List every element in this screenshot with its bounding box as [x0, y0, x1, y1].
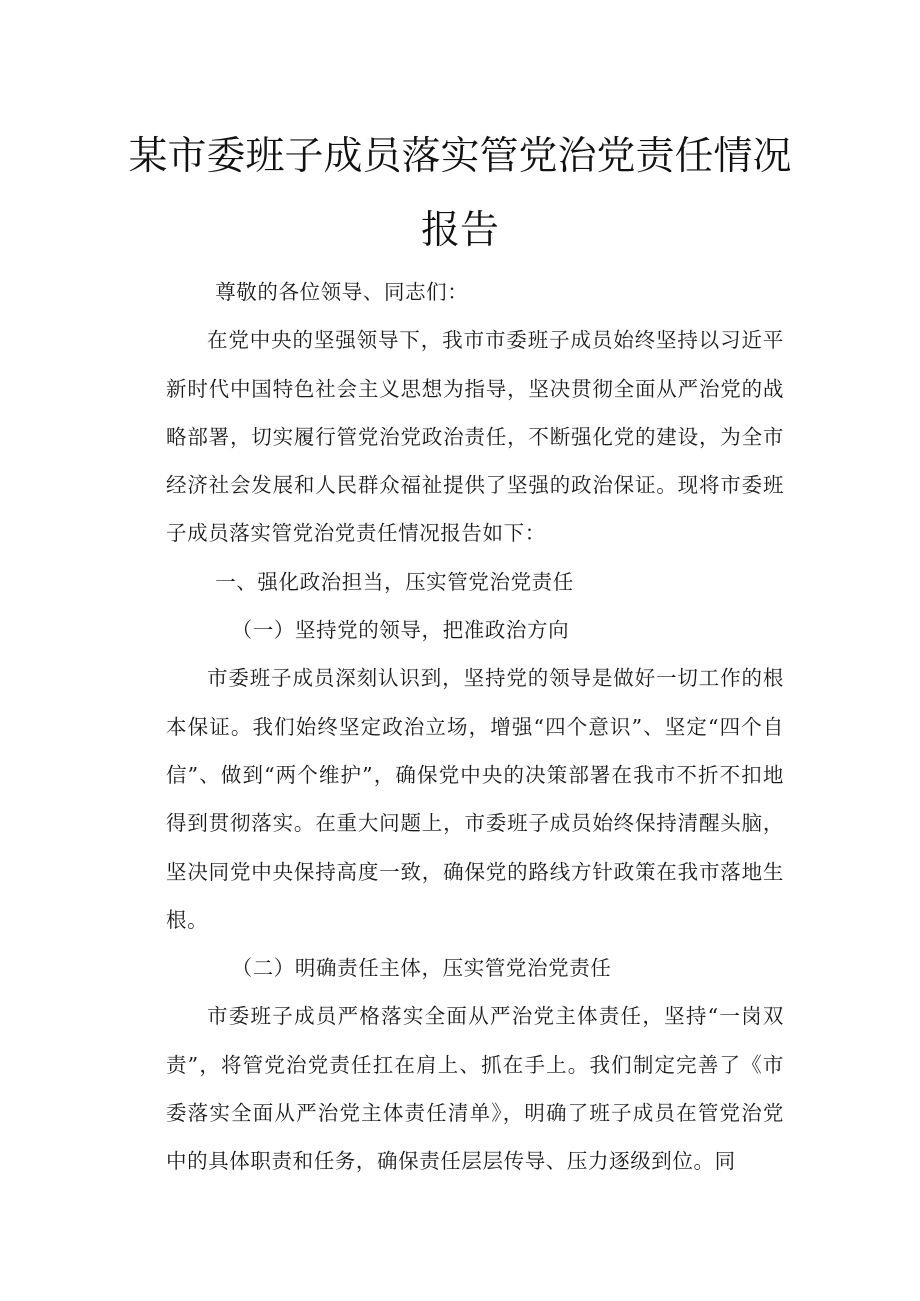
document-title-line-2: 报告 [420, 208, 499, 253]
salutation: 尊敬的各位领导、同志们： [215, 280, 469, 304]
body-paragraph-2: 市委班子成员严格落实全面从严治党主体责任，坚持“一岗双责”，将管党治党责任扛在肩上、抓在手上。我们制定完善了《市委落实全面从严治党主体责任清单》，明确了班子成员在管党治党中的具体职责和任务，确保责任层层传导、压力逐级到位。同 [166, 1004, 784, 1174]
subsection-heading-2: （二）明确责任主体，压实管党治党责任 [231, 956, 612, 981]
intro-paragraph: 在党中央的坚强领导下，我市市委班子成员始终坚持以习近平新时代中国特色社会主义思想为指导，坚决贯彻全面从严治党的战略部署，切实履行管党治党政治责任，不断强化党的建设，为全市经济社会发展和人民群众福祉提供了坚强的政治保证。现将市委班子成员落实管党治党责任情况报告如下： [166, 328, 784, 546]
body-paragraph-1: 市委班子成员深刻认识到，坚持党的领导是做好一切工作的根本保证。我们始终坚定政治立场，增强“四个意识”、坚定“四个自信”、做到“两个维护”，确保党中央的决策部署在我市不折不扣地得到贯彻落实。在重大问题上，市委班子成员始终保持清醒头脑，坚决同党中央保持高度一致，确保党的路线方针政策在我市落地生根。 [166, 666, 784, 932]
section-heading-1: 一、强化政治担当，压实管党治党责任 [215, 569, 574, 594]
subsection-heading-1: （一）坚持党的领导，把准政治方向 [231, 618, 570, 643]
document-title-line-1: 某市委班子成员落实管党治党责任情况 [128, 134, 792, 179]
document-body [166, 268, 784, 1186]
